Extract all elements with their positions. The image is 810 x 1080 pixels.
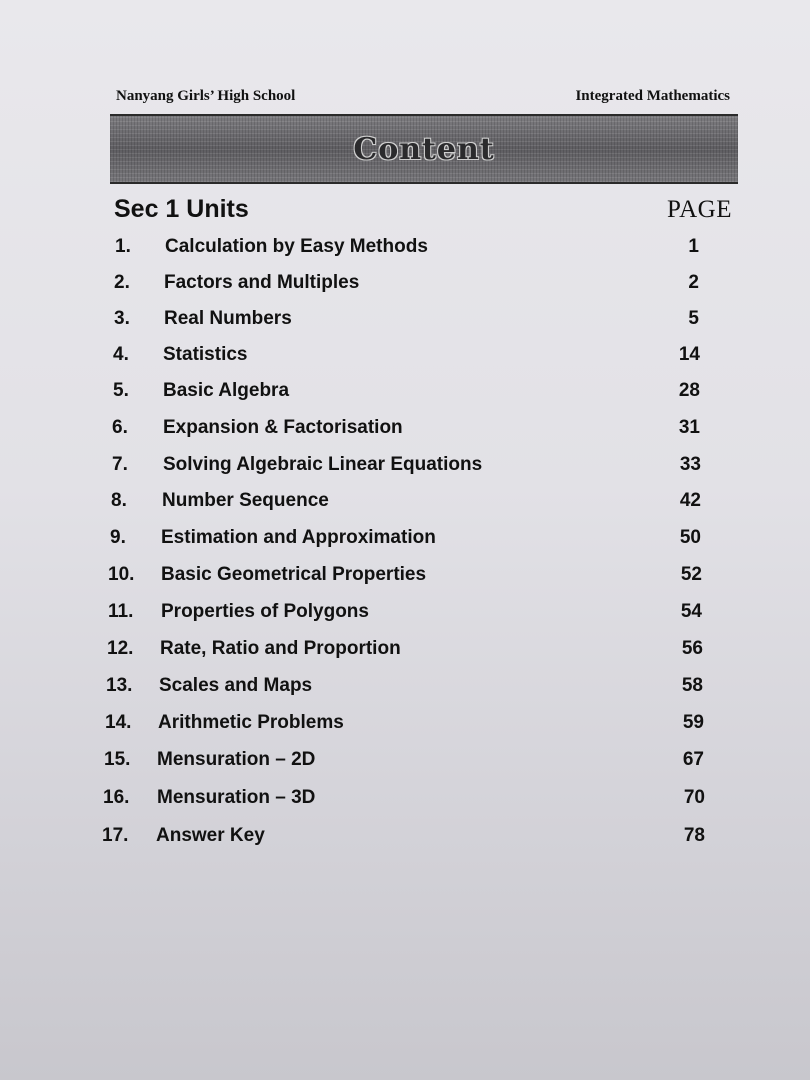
toc-row [0,787,810,817]
subject-name: Integrated Mathematics [575,88,730,104]
toc-page: 78 [683,825,705,846]
toc-page: 59 [682,712,704,733]
toc-number: 2. [114,272,130,293]
toc-title: Basic Geometrical Properties [161,564,427,585]
toc-page: 2 [688,272,699,293]
bleed-through-text [120,38,123,54]
toc-row [0,272,810,302]
toc-number: 15. [104,749,131,770]
toc-row [0,344,810,374]
toc-title: Factors and Multiples [164,272,360,293]
toc-number: 13. [106,675,133,696]
toc-page: 42 [679,490,701,511]
toc-number: 3. [114,308,130,329]
toc-page: 67 [682,749,704,770]
toc-row [0,417,810,447]
toc-number: 6. [112,417,128,438]
toc-row [0,308,810,338]
toc-title: Scales and Maps [159,675,313,696]
toc-number: 7. [112,454,128,475]
toc-number: 8. [111,490,127,511]
toc-title: Answer Key [156,825,265,846]
toc-page: 31 [678,417,700,438]
toc-title: Mensuration – 2D [157,749,316,770]
toc-title: Mensuration – 3D [157,787,316,808]
toc-page: 54 [680,601,702,622]
toc-row [0,236,810,266]
toc-number: 9. [110,527,126,548]
toc-page: 58 [681,675,703,696]
toc-page: 28 [678,380,700,401]
toc-row [0,490,810,520]
toc-row [0,601,810,631]
toc-page: 33 [679,454,701,475]
toc-number: 5. [113,380,129,401]
toc-page: 5 [688,308,699,329]
toc-number: 14. [105,712,132,733]
page-header [116,88,730,105]
page-column-heading: PAGE [667,196,732,223]
toc-number: 1. [115,236,131,257]
toc-row [0,454,810,484]
toc-title: Estimation and Approximation [161,527,436,548]
toc-title: Expansion & Factorisation [163,417,403,438]
toc-row [0,564,810,594]
toc-row [0,712,810,742]
section-title: Sec 1 Units [114,195,249,223]
toc-row [0,527,810,557]
toc-title: Calculation by Easy Methods [165,236,428,257]
toc-number: 16. [103,787,130,808]
toc-title: Statistics [163,344,248,365]
toc-page: 52 [680,564,702,585]
toc-page: 70 [683,787,705,808]
toc-number: 10. [108,564,135,585]
toc-number: 11. [108,601,134,622]
toc-number: 4. [113,344,129,365]
toc-row [0,749,810,779]
toc-title: Number Sequence [162,490,329,511]
toc-title: Properties of Polygons [161,601,369,622]
toc-page: 14 [678,344,700,365]
toc-number: 17. [102,825,129,846]
toc-row [0,380,810,410]
toc-row [0,675,810,705]
content-banner [110,114,738,184]
toc-page: 1 [688,236,699,257]
toc-title: Rate, Ratio and Proportion [160,638,401,659]
school-name: Nanyang Girls’ High School [116,88,296,104]
toc-number: 12. [107,638,134,659]
toc-title: Solving Algebraic Linear Equations [163,454,483,475]
toc-title: Arithmetic Problems [158,712,344,733]
toc-page: 50 [679,527,701,548]
toc-title: Basic Algebra [163,380,290,401]
toc-row [0,638,810,668]
toc-page: 56 [681,638,703,659]
toc-title: Real Numbers [164,308,292,329]
toc-row [0,825,810,855]
banner-title: Content [353,131,495,167]
